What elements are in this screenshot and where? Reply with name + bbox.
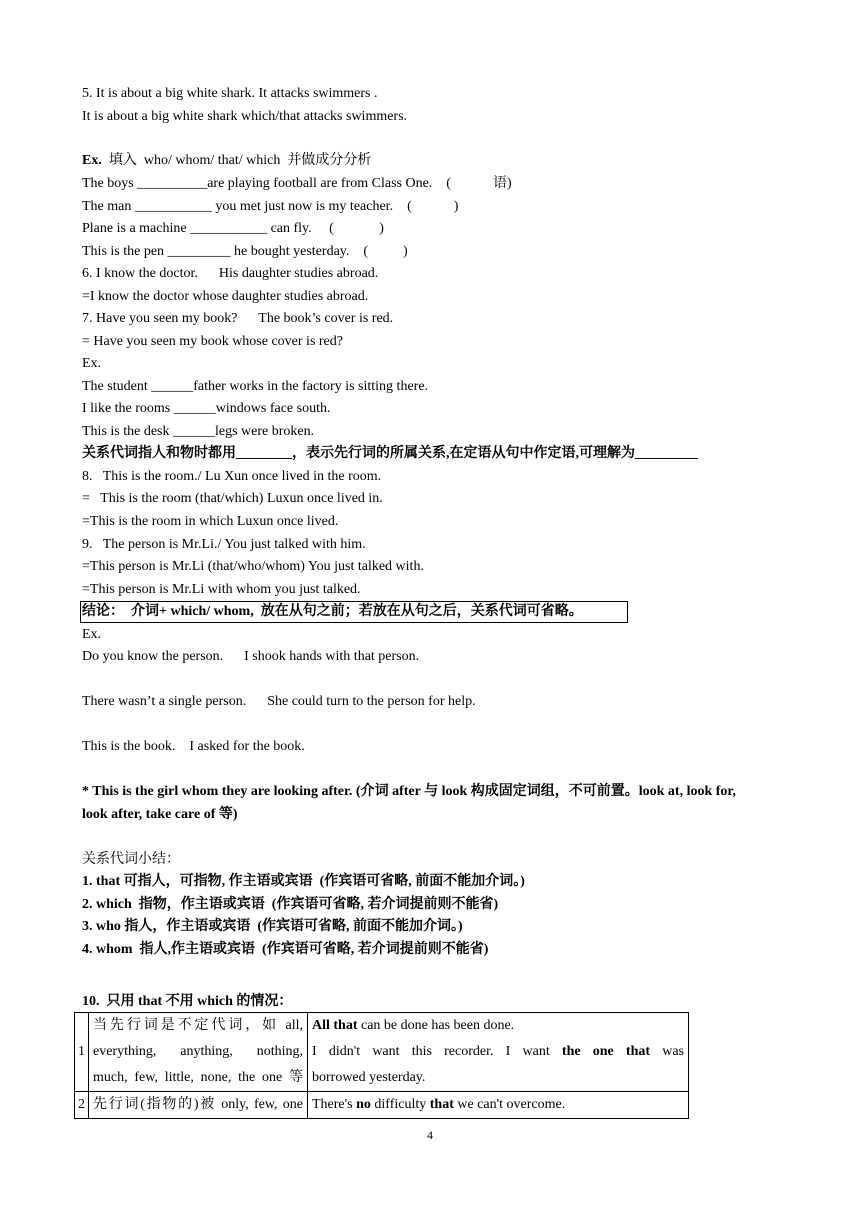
example-text: we can't overcome.	[453, 1097, 566, 1112]
example-line	[312, 1013, 684, 1039]
example-line: borrowed yesterday.	[312, 1070, 426, 1085]
example-text: was	[650, 1044, 684, 1059]
text-line: 8. This is the room./ Lu Xun once lived in the room.	[82, 469, 382, 484]
text-line: Ex.	[82, 627, 102, 642]
text-line: The man ___________ you met just now is my teacher. ( )	[82, 199, 459, 214]
example-bold: no	[356, 1097, 371, 1112]
summary-item: 4. whom 指人,作主语或宾语 (作宾语可省略, 若介词提前则不能省)	[82, 942, 489, 957]
example-cell	[308, 1013, 689, 1092]
ex-label: Ex.	[82, 153, 102, 168]
text-line: This is the book. I asked for the book.	[82, 739, 305, 754]
example-bold: that	[429, 1097, 454, 1112]
condition-line: 先行词(指物的)被 only, few, one	[93, 1097, 303, 1112]
summary-item: 2. which 指物，作主语或宾语 (作宾语可省略, 若介词提前则不能省)	[82, 897, 499, 912]
example-text: There's	[312, 1097, 357, 1112]
ex-instruction: 填入 who/ whom/ that/ which 并做成分分析	[101, 153, 372, 168]
text-line: There wasn’t a single person. She could turn to the person for help.	[82, 694, 476, 709]
condition-line: much, few, little, none, the one 等	[93, 1070, 303, 1085]
exercise-heading	[82, 151, 371, 171]
text-line: = Have you seen my book whose cover is red?	[82, 334, 343, 349]
text-line: The boys __________are playing football are from Class One. ( 语)	[82, 176, 512, 191]
text-line: 5. It is about a big white shark. It attacks swimmers .	[82, 86, 378, 101]
text-line: 9. The person is Mr.Li./ You just talked with him.	[82, 537, 366, 552]
that-only-table	[74, 1012, 689, 1119]
table-row	[75, 1092, 689, 1119]
text-line: = This is the room (that/which) Luxun once lived in.	[82, 491, 383, 506]
text-line: =This person is Mr.Li (that/who/whom) You just talked with.	[82, 559, 424, 574]
text-line: It is about a big white shark which/that attacks swimmers.	[82, 109, 408, 124]
rule-line: 关系代词指人和物时都用________，表示先行词的所属关系,在定语从句中作定语,可理解为_________	[82, 446, 698, 461]
note-line: look after, take care of 等)	[82, 807, 238, 822]
example-text: difficulty	[370, 1097, 430, 1112]
text-line: The student ______father works in the factory is sitting there.	[82, 379, 429, 394]
example-line	[312, 1039, 684, 1065]
example-bold: All that	[312, 1018, 358, 1033]
text-line: Ex.	[82, 356, 102, 371]
example-text: can be done has been done.	[357, 1018, 515, 1033]
text-line: 6. I know the doctor. His daughter studies abroad.	[82, 266, 379, 281]
text-line: Do you know the person. I shook hands with that person.	[82, 649, 420, 664]
example-cell	[308, 1092, 689, 1119]
text-line: =I know the doctor whose daughter studies abroad.	[82, 289, 369, 304]
summary-item: 1. that 可指人，可指物, 作主语或宾语 (作宾语可省略, 前面不能加介词。)	[82, 874, 525, 889]
row-number: 1	[75, 1013, 89, 1092]
section-heading: 10. 只用 that 不用 which 的情况：	[82, 994, 293, 1009]
note-line: * This is the girl whom they are looking after. (介词 after 与 look 构成固定词组，不可前置。look at, look for,	[82, 784, 736, 799]
example-text: I didn't want this recorder. I want	[312, 1044, 562, 1059]
page-number: 4	[427, 1128, 433, 1142]
text-line: =This is the room in which Luxun once lived.	[82, 514, 339, 529]
row-number: 2	[75, 1092, 89, 1119]
condition-cell	[89, 1013, 308, 1092]
conclusion-text: 结论： 介词+ which/ whom, 放在从句之前；若放在从句之后，关系代词可省略。	[82, 604, 583, 619]
condition-line: everything, anything, nothing,	[93, 1044, 303, 1059]
condition-cell	[89, 1092, 308, 1119]
text-line: 7. Have you seen my book? The book’s cover is red.	[82, 311, 394, 326]
text-line: This is the desk ______legs were broken.	[82, 424, 315, 439]
summary-heading: 关系代词小结：	[82, 852, 180, 867]
example-bold: the one that	[561, 1044, 651, 1059]
table-row	[75, 1013, 689, 1092]
text-line: Plane is a machine ___________ can fly. ( )	[82, 221, 384, 236]
summary-item: 3. who 指人，作主语或宾语 (作宾语可省略, 前面不能加介词。)	[82, 919, 463, 934]
text-line: =This person is Mr.Li with whom you just talked.	[82, 582, 361, 597]
condition-line: 当先行词是不定代词，如 all,	[93, 1018, 303, 1033]
text-line: This is the pen _________ he bought yesterday. ( )	[82, 244, 408, 259]
text-line: I like the rooms ______windows face south.	[82, 401, 331, 416]
